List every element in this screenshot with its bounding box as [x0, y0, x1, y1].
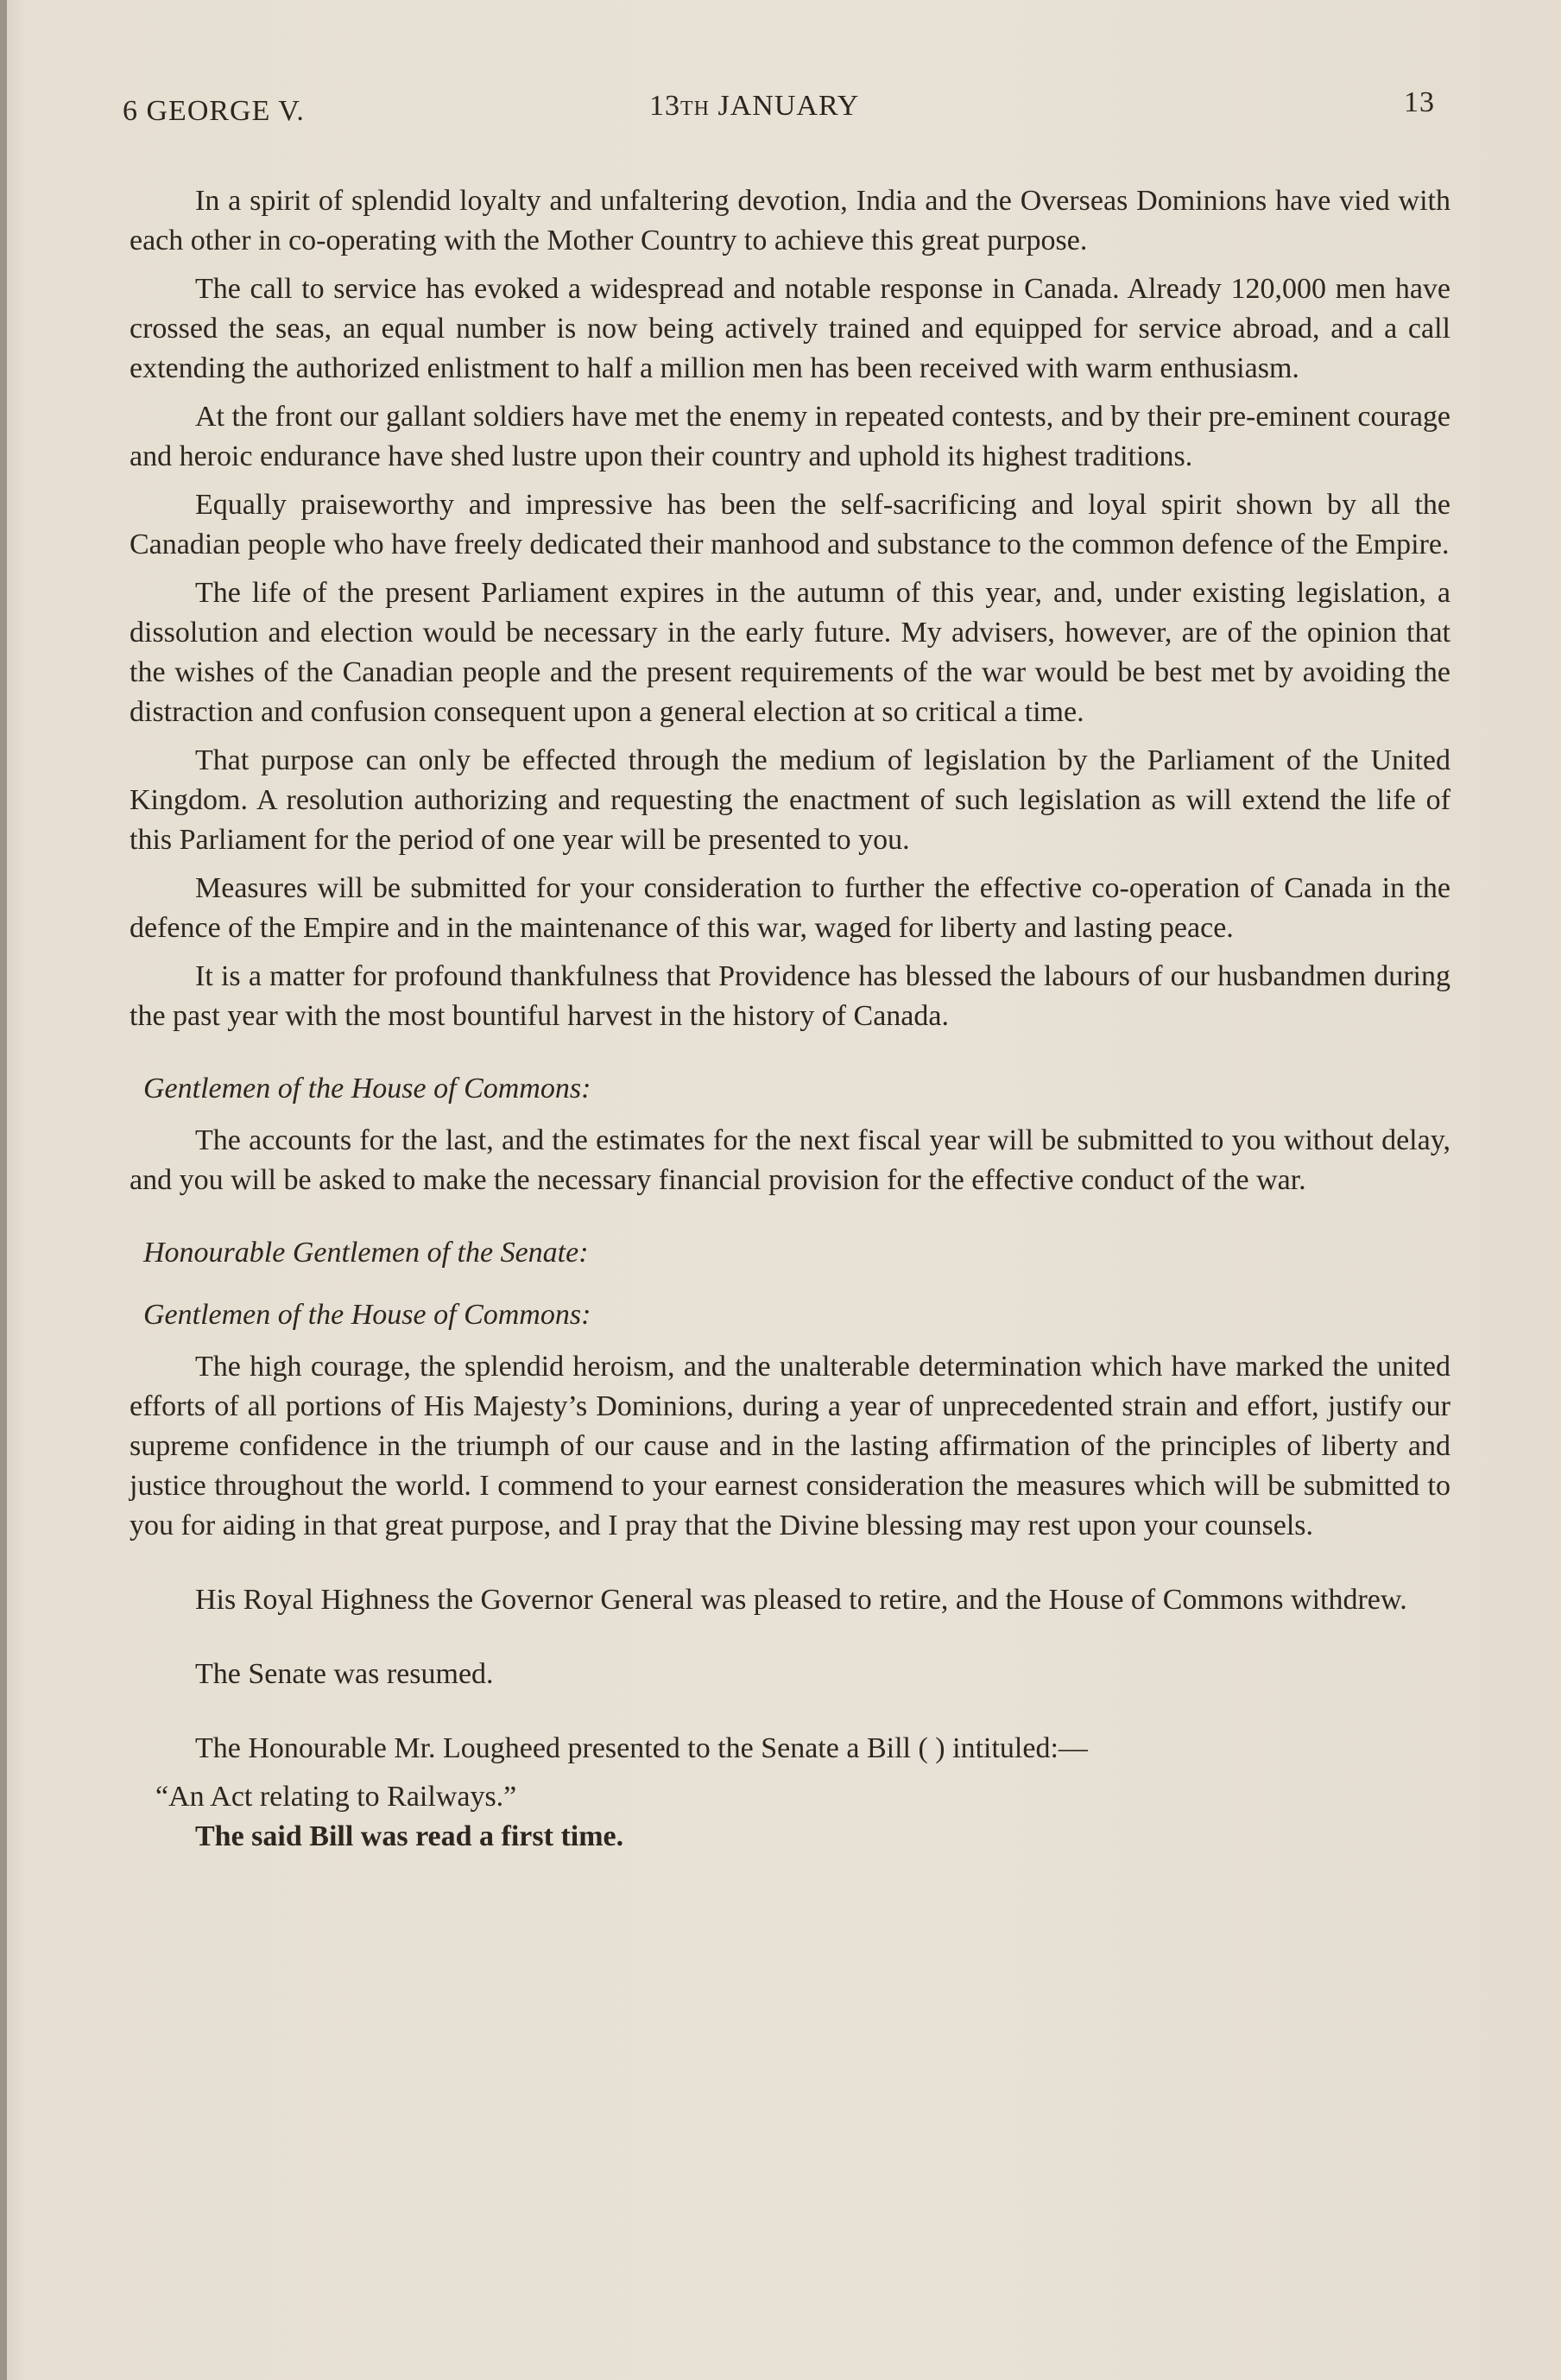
paragraph: It is a matter for profound thankfulness that Providence has blessed the labours of our husbandmen during the past year with the most bountiful harvest in the history of Canada. — [130, 960, 1450, 1032]
header-day-suffix: TH — [680, 98, 710, 120]
paragraph: At the front our gallant soldiers have met the enemy in repeated contests, and by their pre-eminent courage and heroic endurance have shed lustre upon their country and uphold its highest traditions. — [130, 401, 1450, 472]
header-date — [649, 90, 859, 123]
header-month: JANUARY — [717, 90, 860, 122]
paragraph: That purpose can only be effected through the medium of legislation by the Parliament of the United Kingdom. A resolution authorizing and requesting the enactment of such legislation as will extend the life of this Parliament for the period of one year will be presented to you. — [130, 744, 1450, 856]
body-text — [130, 181, 1450, 1865]
page-number: 13 — [1404, 86, 1435, 118]
paragraph: Equally praiseworthy and impressive has been the self-sacrificing and loyal spirit shown by all the Canadian people who have freely dedicated their manhood and substance to the common defence of the Empire. — [130, 489, 1450, 560]
section-heading: Gentlemen of the House of Commons: — [143, 1073, 591, 1105]
paragraph: The said Bill was read a first time. — [195, 1820, 624, 1852]
paragraph: The life of the present Parliament expires in the autumn of this year, and, under existing legislation, a dissolution and election would be necessary in the early future. My advisers, however, are of the opinion that the wishes of the Canadian people and the present requirements of the war would be best met by avoiding the distraction and confusion consequent upon a general election at so critical a time. — [130, 577, 1450, 728]
paragraph: In a spirit of splendid loyalty and unfaltering devotion, India and the Overseas Dominions have vied with each other in co-operating with the Mother Country to achieve this great purpose. — [130, 185, 1450, 256]
running-header — [123, 86, 1435, 138]
regnal-year: 6 GEORGE V. — [123, 95, 305, 127]
paragraph: The high courage, the splendid heroism, and the unalterable determination which have marked the united efforts of all portions of His Majesty’s Dominions, during a year of unprecedented strain and effort, justify our supreme confidence in the triumph of our cause and in the lasting affirmation of the principles of liberty and justice throughout the world. I commend to your earnest consideration the measures which will be submitted to you for aiding in that great purpose, and I pray that the Divine blessing may rest upon your counsels. — [130, 1351, 1450, 1541]
paragraph: The accounts for the last, and the estimates for the next fiscal year will be submitted to you without delay, and you will be asked to make the necessary financial provision for the effective conduct of the war. — [130, 1124, 1450, 1196]
paragraph: Measures will be submitted for your consideration to further the effective co-operation of Canada in the defence of the Empire and in the maintenance of this war, waged for liberty and lasting peace. — [130, 872, 1450, 944]
page-edge — [0, 0, 7, 2380]
paragraph: The call to service has evoked a widespread and notable response in Canada. Already 120,000 men have crossed the seas, an equal number is now being actively trained and equipped for service abroad, and a call extending the authorized enlistment to half a million men has been received with warm enthusiasm. — [130, 273, 1450, 384]
header-day: 13 — [649, 90, 680, 122]
section-heading: Gentlemen of the House of Commons: — [143, 1299, 591, 1331]
bill-title: “An Act relating to Railways.” — [155, 1781, 517, 1813]
paragraph: His Royal Highness the Governor General was pleased to retire, and the House of Commons withdrew. — [195, 1584, 1407, 1616]
section-heading: Honourable Gentlemen of the Senate: — [143, 1237, 589, 1269]
paragraph: The Senate was resumed. — [195, 1658, 494, 1690]
paragraph: The Honourable Mr. Lougheed presented to the Senate a Bill ( ) intituled:— — [195, 1732, 1088, 1764]
